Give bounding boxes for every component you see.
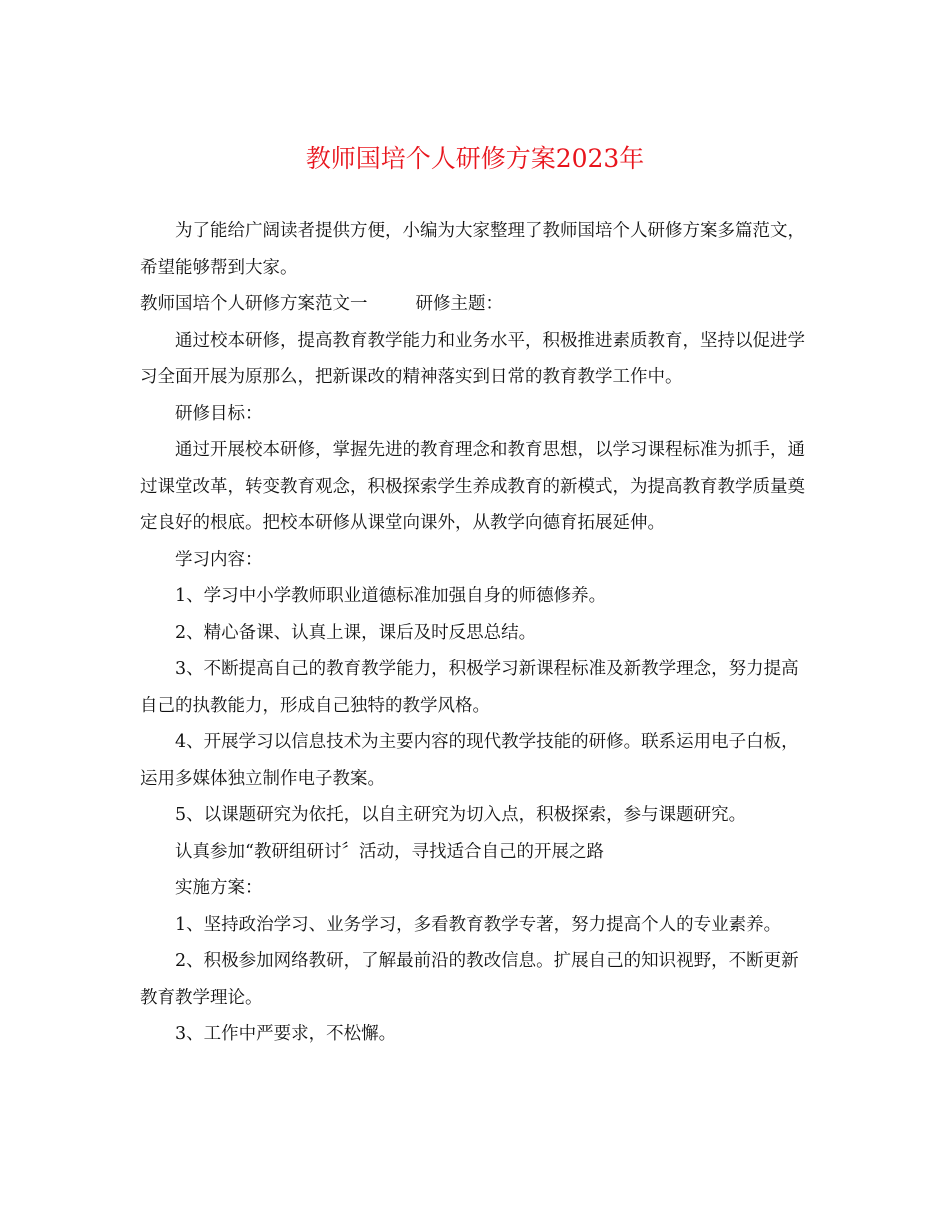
plan-item: 3、工作中严要求，不松懈。 — [175, 1024, 397, 1044]
content-item: 3、不断提高自己的教育教学能力，积极学习新课程标准及新教学理念，努力提高自己的执教能力，形成自己独特的教学风格。 — [140, 659, 799, 716]
plan-label: 实施方案： — [175, 878, 263, 898]
intro-paragraph: 为了能给广阔读者提供方便，小编为大家整理了教师国培个人研修方案多篇范文，希望能够帮到大家。 — [140, 221, 805, 278]
document-body — [140, 213, 812, 1053]
document-title: 教师国培个人研修方案2023年 — [305, 144, 645, 173]
goal-paragraph: 通过开展校本研修，掌握先进的教育理念和教育思想，以学习课程标准为抓手，通过课堂改革，转变教育观念，积极探索学生养成教育的新模式，为提高教育教学质量奠定良好的根底。把校本研修从课堂向课外，从教学向德育拓展延伸。 — [140, 440, 805, 533]
content-item: 5、以课题研究为依托，以自主研究为切入点，积极探索，参与课题研究。 — [175, 805, 747, 825]
theme-label: 研修主题： — [415, 294, 503, 314]
content-item: 4、开展学习以信息技术为主要内容的现代教学技能的研修。联系运用电子白板，运用多媒体独立制作电子教案。 — [140, 732, 799, 789]
content-item: 1、学习中小学教师职业道德标准加强自身的师德修养。 — [175, 586, 607, 606]
content-item: 2、精心备课、认真上课，课后及时反思总结。 — [175, 622, 537, 643]
plan-item: 2、积极参加网络教研，了解最前沿的教改信息。扩展自己的知识视野，不断更新教育教学理论。 — [140, 951, 799, 1008]
content-label: 学习内容： — [175, 549, 263, 570]
goal-label: 研修目标： — [175, 403, 263, 424]
section-heading: 教师国培个人研修方案范文一 — [140, 294, 368, 314]
section-heading-line — [140, 286, 812, 323]
activity-paragraph: 认真参加“教研组研讨〞活动，寻找适合自己的开展之路 — [175, 841, 604, 862]
theme-paragraph: 通过校本研修，提高教育教学能力和业务水平，积极推进素质教育，坚持以促进学习全面开展为原那么，把新课改的精神落实到日常的教育教学工作中。 — [140, 330, 805, 387]
plan-item: 1、坚持政治学习、业务学习，多看教育教学专著，努力提高个人的专业素养。 — [175, 914, 782, 935]
